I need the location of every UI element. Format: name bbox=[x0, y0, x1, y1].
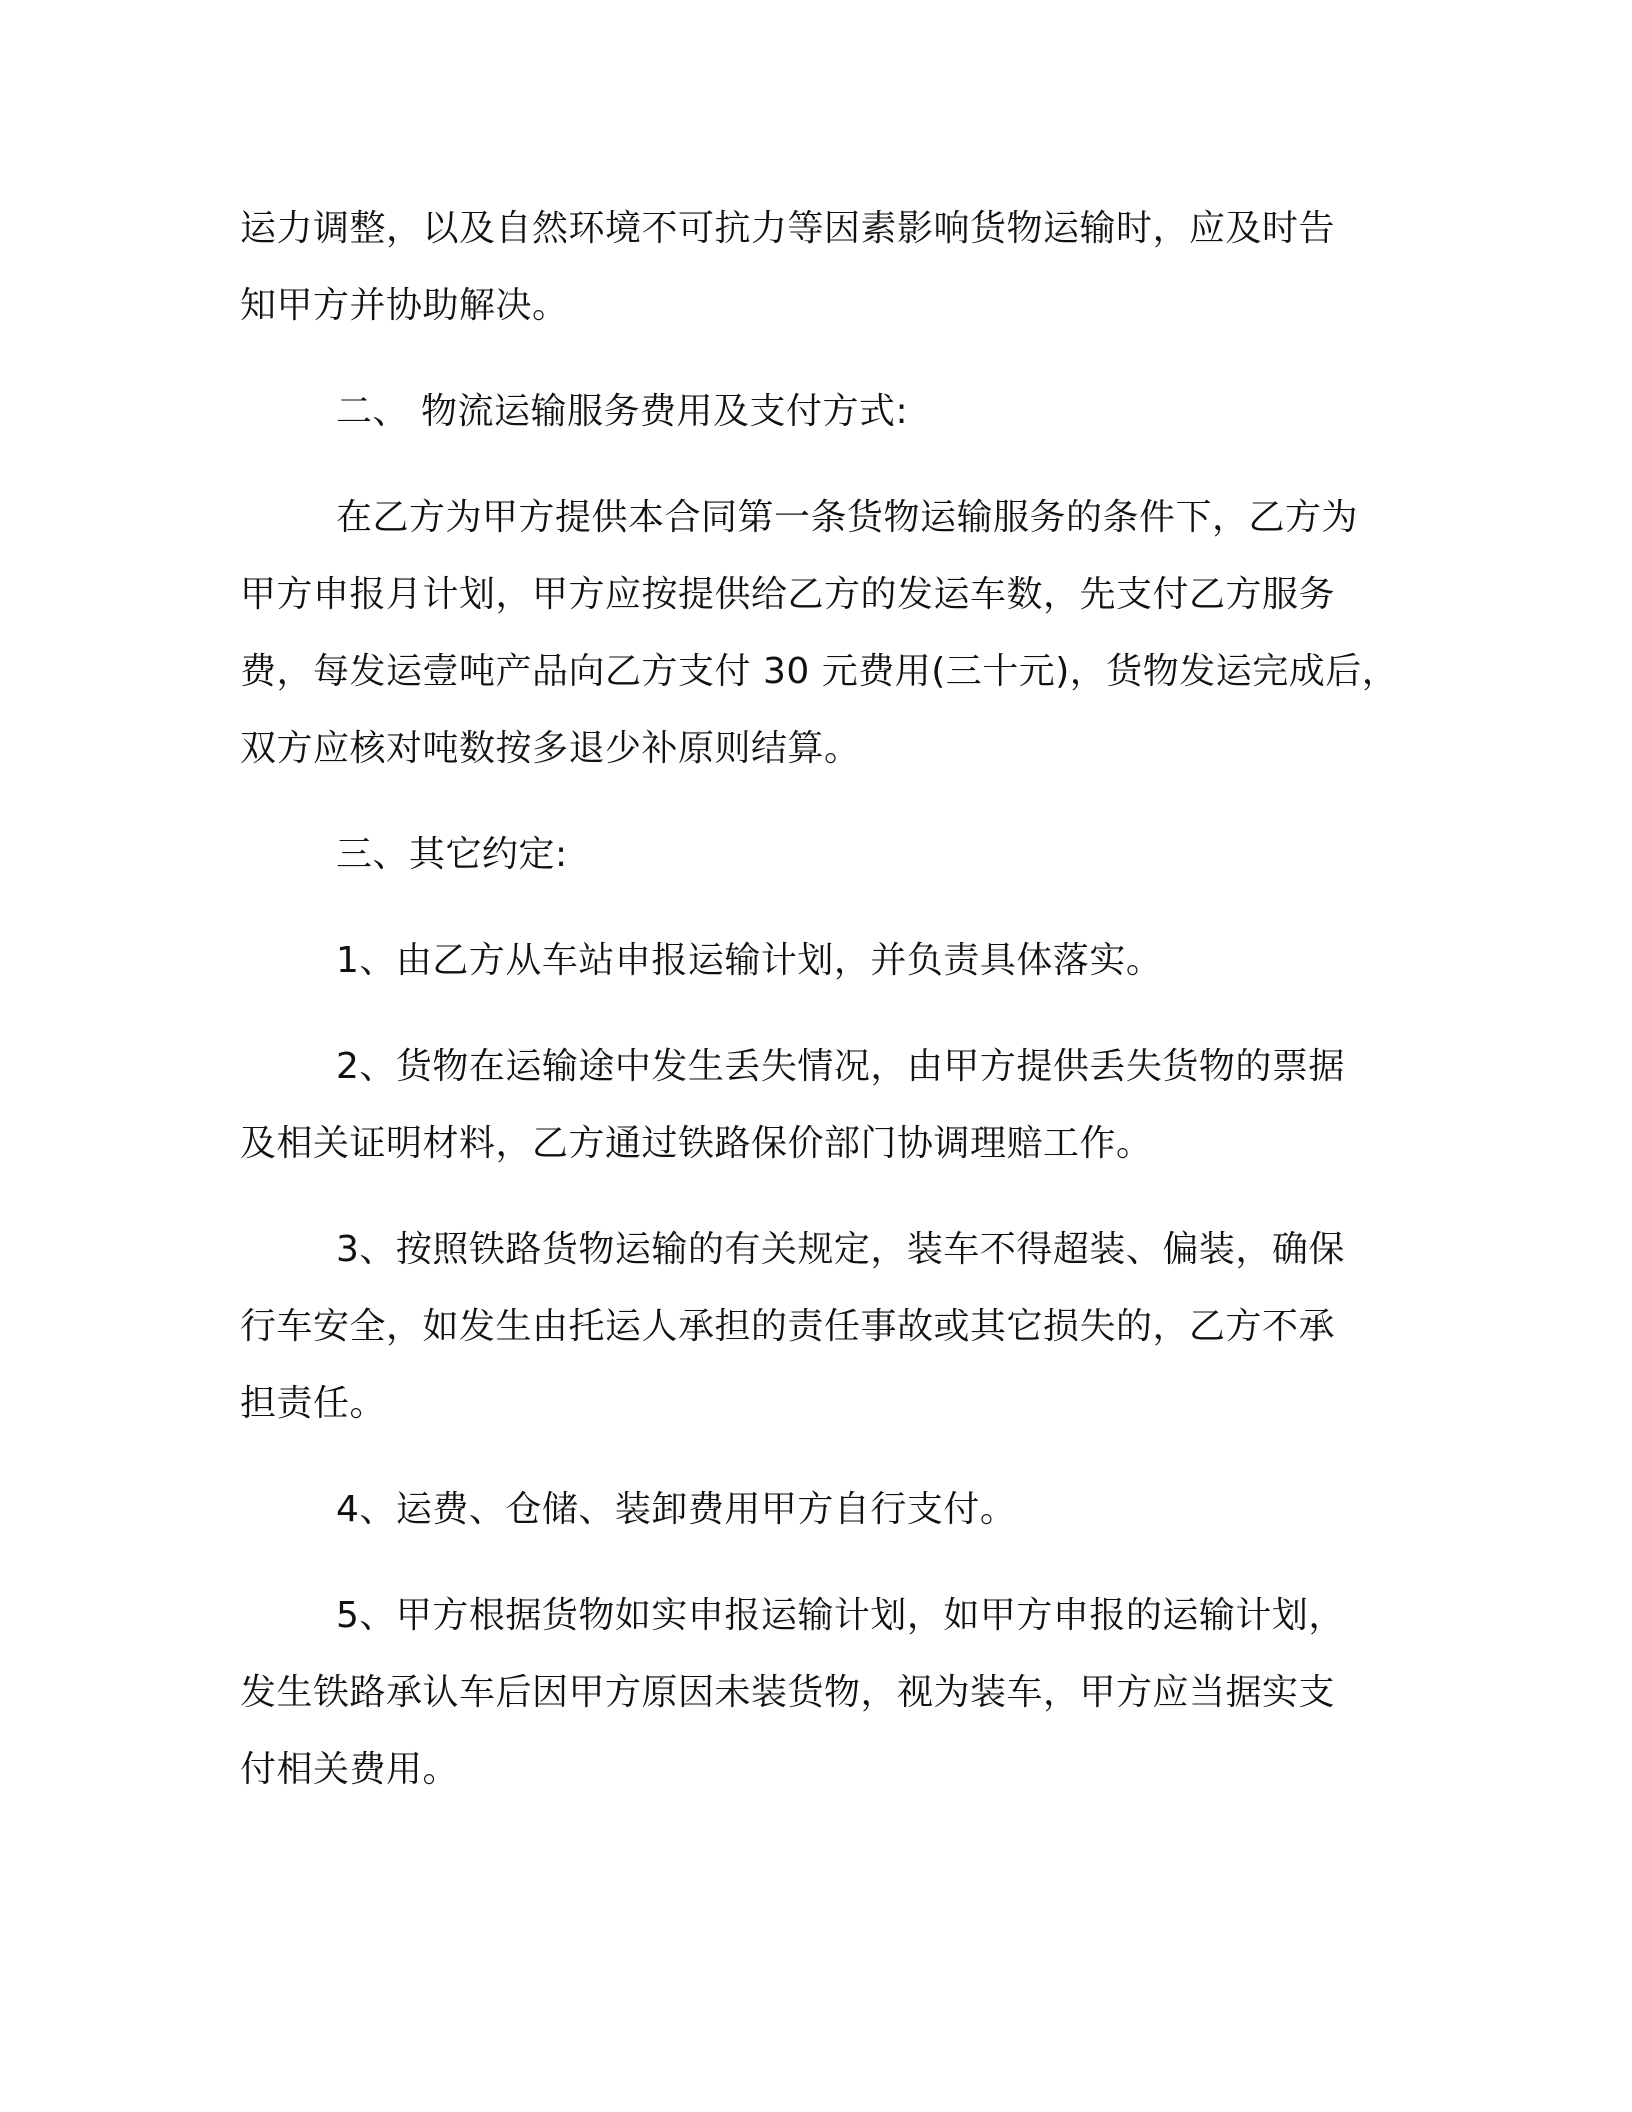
text-line: 3、按照铁路货物运输的有关规定，装车不得超装、偏装，确保 bbox=[336, 1229, 1345, 1270]
document-body bbox=[240, 190, 1400, 1837]
text-line: 4、运费、仓储、装卸费用甲方自行支付。 bbox=[336, 1489, 1017, 1530]
text-line: 三、其它约定: bbox=[336, 834, 568, 875]
text-line: 行车安全，如发生由托运人承担的责任事故或其它损失的，乙方不承 bbox=[240, 1306, 1336, 1347]
text-line: 付相关费用。 bbox=[240, 1749, 460, 1790]
text-line: 甲方申报月计划，甲方应按提供给乙方的发运车数，先支付乙方服务 bbox=[240, 574, 1336, 615]
text-line: 在乙方为甲方提供本合同第一条货物运输服务的条件下，乙方为 bbox=[336, 497, 1359, 538]
clause-5 bbox=[240, 1577, 1400, 1808]
section-heading-2 bbox=[240, 373, 1400, 450]
text-line: 及相关证明材料，乙方通过铁路保价部门协调理赔工作。 bbox=[240, 1123, 1153, 1164]
text-line: 发生铁路承认车后因甲方原因未装货物，视为装车，甲方应当据实支 bbox=[240, 1672, 1336, 1713]
clause-2 bbox=[240, 1028, 1400, 1182]
text-line: 二、 物流运输服务费用及支付方式: bbox=[336, 391, 909, 432]
section-heading-3 bbox=[240, 816, 1400, 893]
text-line: 1、由乙方从车站申报运输计划，并负责具体落实。 bbox=[336, 940, 1163, 981]
text-line: 双方应核对吨数按多退少补原则结算。 bbox=[240, 728, 861, 769]
text-line: 5、甲方根据货物如实申报运输计划，如甲方申报的运输计划， bbox=[336, 1595, 1345, 1636]
clause-3 bbox=[240, 1211, 1400, 1442]
paragraph-force-majeure bbox=[240, 190, 1400, 344]
paragraph-service-fee bbox=[240, 479, 1400, 787]
text-line: 费，每发运壹吨产品向乙方支付 30 元费用(三十元)，货物发运完成后， bbox=[240, 651, 1399, 692]
text-line: 2、货物在运输途中发生丢失情况，由甲方提供丢失货物的票据 bbox=[336, 1046, 1345, 1087]
clause-4 bbox=[240, 1471, 1400, 1548]
text-line: 知甲方并协助解决。 bbox=[240, 285, 569, 326]
text-line: 担责任。 bbox=[240, 1383, 387, 1424]
text-line: 运力调整，以及自然环境不可抗力等因素影响货物运输时，应及时告 bbox=[240, 208, 1336, 249]
clause-1 bbox=[240, 922, 1400, 999]
